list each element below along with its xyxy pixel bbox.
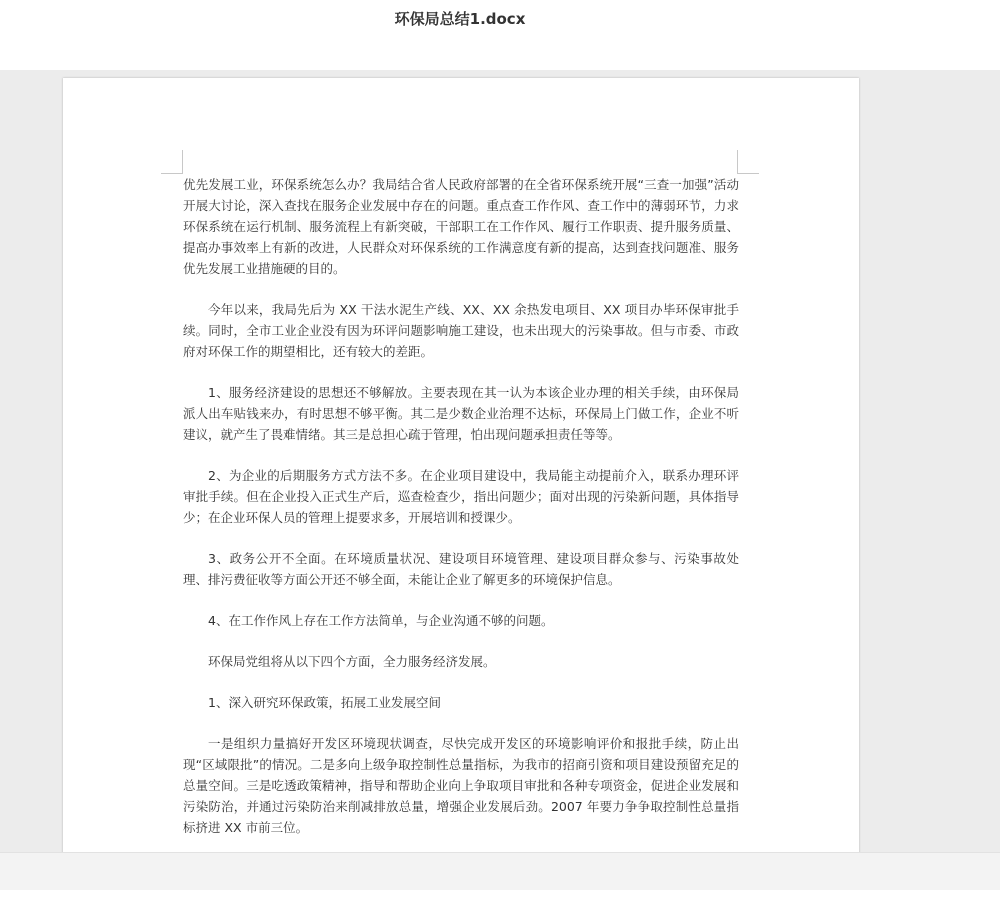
paragraph: 优先发展工业，环保系统怎么办？我局结合省人民政府部署的在全省环保系统开展“三查一加强”活动开展大讨论，深入查找在服务企业发展中存在的问题。重点查工作作风、查工作中的薄弱环节，力求环保系统在运行机制、服务流程上有新突破，干部职工在工作作风、履行工作职责、提升服务质量、提高办事效率上有新的改进，人民群众对环保系统的工作满意度有新的提高，达到查找问题准、服务优先发展工业措施硬的目的。 <box>183 177 739 276</box>
document-page <box>63 78 859 878</box>
paragraph: 1、服务经济建设的思想还不够解放。主要表现在其一认为本该企业办理的相关手续，由环保局派人出车贴钱来办，有时思想不够平衡。其二是少数企业治理不达标，环保局上门做工作，企业不听建议，就产生了畏难情绪。其三是总担心疏于管理，怕出现问题承担责任等等。 <box>183 385 739 442</box>
title-bar <box>0 0 1000 70</box>
paragraph: 4、在工作作风上存在工作方法简单，与企业沟通不够的问题。 <box>208 613 554 628</box>
paragraph: 3、政务公开不全面。在环境质量状况、建设项目环境管理、建设项目群众参与、污染事故处理、排污费征收等方面公开还不够全面，未能让企业了解更多的环境保护信息。 <box>183 551 739 587</box>
paragraph: 环保局党组将从以下四个方面，全力服务经济发展。 <box>208 654 496 669</box>
document-title: 环保局总结1.docx <box>394 10 526 28</box>
paragraph: 2、为企业的后期服务方式方法不多。在企业项目建设中，我局能主动提前介入，联系办理环评审批手续。但在企业投入正式生产后，巡查检查少，指出问题少；面对出现的污染新问题，具体指导少；在企业环保人员的管理上提要求多，开展培训和授课少。 <box>183 468 739 525</box>
document-viewer[interactable] <box>0 70 1000 852</box>
document-body <box>183 174 739 899</box>
paragraph: 今年以来，我局先后为 XX 干法水泥生产线、XX、XX 余热发电项目、XX 项目办毕环保审批手续。同时，全市工业企业没有因为环评问题影响施工建设，也未出现大的污染事故。但与市委、市政府对环保工作的期望相比，还有较大的差距。 <box>183 302 739 359</box>
bottom-bar <box>0 852 1000 890</box>
paragraph: 一是组织力量搞好开发区环境现状调查，尽快完成开发区的环境影响评价和报批手续，防止出现“区域限批”的情况。二是多向上级争取控制性总量指标，为我市的招商引资和项目建设预留充足的总量空间。三是吃透政策精神，指导和帮助企业向上争取项目审批和各种专项资金，促进企业发展和污染防治，并通过污染防治来削减排放总量，增强企业发展后劲。2007 年要力争争取控制性总量指标挤进 XX 市前三位。 <box>183 736 739 835</box>
section-heading: 1、深入研究环保政策，拓展工业发展空间 <box>208 695 441 710</box>
margin-corner-top-right <box>737 150 759 174</box>
margin-corner-top-left <box>161 150 183 174</box>
